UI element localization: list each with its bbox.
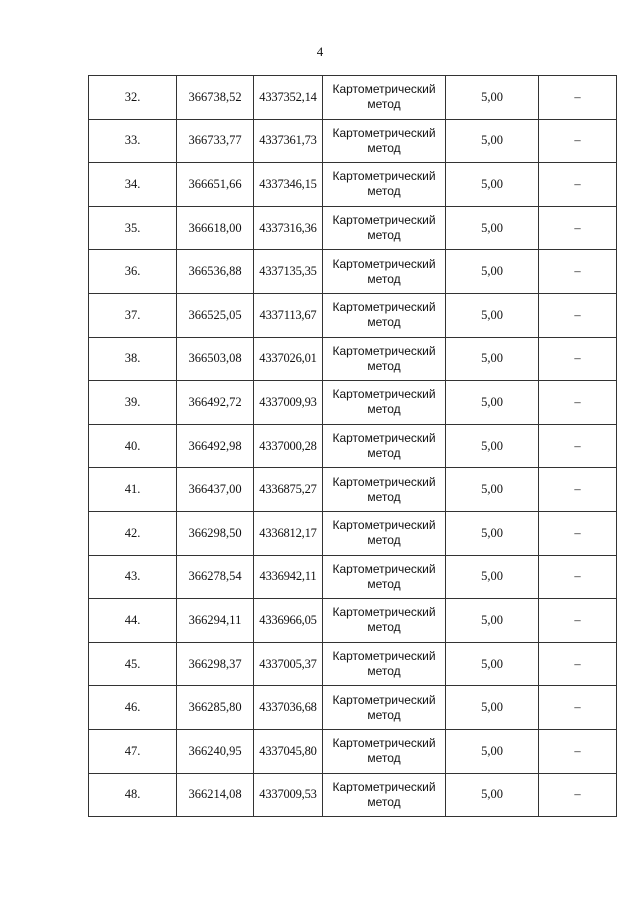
table-row (89, 729, 617, 773)
table-row (89, 119, 617, 163)
method-line-1: Картометрический (332, 169, 436, 184)
y-coordinate-cell: 4337009,53 (254, 773, 323, 817)
method-cell (323, 250, 446, 294)
note-cell: – (539, 511, 617, 555)
error-cell: 5,00 (446, 468, 539, 512)
method-line-1: Картометрический (332, 213, 436, 228)
error-cell: 5,00 (446, 555, 539, 599)
point-number-cell: 34. (89, 163, 177, 207)
point-number-cell: 39. (89, 381, 177, 425)
note-cell: – (539, 468, 617, 512)
x-coordinate-cell: 366536,88 (177, 250, 254, 294)
method-line-1: Картометрический (332, 82, 436, 97)
y-coordinate-cell: 4337361,73 (254, 119, 323, 163)
x-coordinate-cell: 366214,08 (177, 773, 254, 817)
method-line-1: Картометрический (332, 474, 436, 489)
point-number-cell: 36. (89, 250, 177, 294)
method-line-2: метод (367, 140, 401, 155)
table-row (89, 686, 617, 730)
method-cell (323, 511, 446, 555)
method-line-1: Картометрический (332, 692, 436, 707)
note-cell: – (539, 206, 617, 250)
method-line-2: метод (367, 228, 401, 243)
x-coordinate-cell: 366285,80 (177, 686, 254, 730)
y-coordinate-cell: 4337026,01 (254, 337, 323, 381)
method-cell (323, 381, 446, 425)
method-cell (323, 337, 446, 381)
y-coordinate-cell: 4336812,17 (254, 511, 323, 555)
y-coordinate-cell: 4337036,68 (254, 686, 323, 730)
method-line-2: метод (367, 358, 401, 373)
note-cell: – (539, 599, 617, 643)
point-number-cell: 42. (89, 511, 177, 555)
x-coordinate-cell: 366298,37 (177, 642, 254, 686)
y-coordinate-cell: 4337135,35 (254, 250, 323, 294)
table-row (89, 773, 617, 817)
method-cell (323, 163, 446, 207)
page-number: 4 (316, 44, 324, 59)
error-cell: 5,00 (446, 729, 539, 773)
x-coordinate-cell: 366733,77 (177, 119, 254, 163)
method-cell (323, 293, 446, 337)
table-row (89, 206, 617, 250)
method-cell (323, 76, 446, 120)
method-line-1: Картометрический (332, 779, 436, 794)
x-coordinate-cell: 366738,52 (177, 76, 254, 120)
x-coordinate-cell: 366492,98 (177, 424, 254, 468)
x-coordinate-cell: 366618,00 (177, 206, 254, 250)
x-coordinate-cell: 366525,05 (177, 293, 254, 337)
method-cell (323, 773, 446, 817)
method-line-1: Картометрический (332, 605, 436, 620)
y-coordinate-cell: 4337346,15 (254, 163, 323, 207)
y-coordinate-cell: 4337000,28 (254, 424, 323, 468)
method-line-1: Картометрический (332, 736, 436, 751)
table-row (89, 76, 617, 120)
error-cell: 5,00 (446, 511, 539, 555)
error-cell: 5,00 (446, 76, 539, 120)
method-cell (323, 599, 446, 643)
table-row (89, 250, 617, 294)
y-coordinate-cell: 4336942,11 (254, 555, 323, 599)
error-cell: 5,00 (446, 773, 539, 817)
error-cell: 5,00 (446, 337, 539, 381)
method-cell (323, 686, 446, 730)
error-cell: 5,00 (446, 119, 539, 163)
note-cell: – (539, 773, 617, 817)
method-cell (323, 468, 446, 512)
error-cell: 5,00 (446, 686, 539, 730)
point-number-cell: 41. (89, 468, 177, 512)
method-cell (323, 119, 446, 163)
point-number-cell: 43. (89, 555, 177, 599)
table-row (89, 642, 617, 686)
x-coordinate-cell: 366437,00 (177, 468, 254, 512)
y-coordinate-cell: 4337005,37 (254, 642, 323, 686)
method-line-2: метод (367, 794, 401, 809)
error-cell: 5,00 (446, 163, 539, 207)
point-number-cell: 44. (89, 599, 177, 643)
method-line-2: метод (367, 576, 401, 591)
method-cell (323, 206, 446, 250)
method-line-1: Картометрический (332, 343, 436, 358)
note-cell: – (539, 555, 617, 599)
y-coordinate-cell: 4336966,05 (254, 599, 323, 643)
method-line-1: Картометрический (332, 300, 436, 315)
table-row (89, 599, 617, 643)
note-cell: – (539, 293, 617, 337)
method-line-2: метод (367, 533, 401, 548)
error-cell: 5,00 (446, 642, 539, 686)
method-line-2: метод (367, 315, 401, 330)
method-line-2: метод (367, 664, 401, 679)
table-row (89, 163, 617, 207)
method-line-1: Картометрический (332, 387, 436, 402)
table-row (89, 337, 617, 381)
table-row (89, 511, 617, 555)
error-cell: 5,00 (446, 250, 539, 294)
method-line-2: метод (367, 97, 401, 112)
note-cell: – (539, 686, 617, 730)
y-coordinate-cell: 4337352,14 (254, 76, 323, 120)
x-coordinate-cell: 366298,50 (177, 511, 254, 555)
point-number-cell: 35. (89, 206, 177, 250)
table-row (89, 424, 617, 468)
method-line-2: метод (367, 751, 401, 766)
note-cell: – (539, 729, 617, 773)
method-line-2: метод (367, 707, 401, 722)
method-line-2: метод (367, 184, 401, 199)
x-coordinate-cell: 366278,54 (177, 555, 254, 599)
note-cell: – (539, 76, 617, 120)
method-line-1: Картометрический (332, 518, 436, 533)
y-coordinate-cell: 4337045,80 (254, 729, 323, 773)
point-number-cell: 33. (89, 119, 177, 163)
coordinates-table-body (89, 76, 617, 817)
error-cell: 5,00 (446, 599, 539, 643)
note-cell: – (539, 250, 617, 294)
method-line-1: Картометрический (332, 561, 436, 576)
method-line-1: Картометрический (332, 125, 436, 140)
error-cell: 5,00 (446, 381, 539, 425)
coordinates-table (88, 75, 617, 817)
note-cell: – (539, 337, 617, 381)
x-coordinate-cell: 366503,08 (177, 337, 254, 381)
point-number-cell: 48. (89, 773, 177, 817)
point-number-cell: 40. (89, 424, 177, 468)
method-line-1: Картометрический (332, 649, 436, 664)
point-number-cell: 46. (89, 686, 177, 730)
method-line-2: метод (367, 402, 401, 417)
x-coordinate-cell: 366294,11 (177, 599, 254, 643)
method-line-1: Картометрический (332, 431, 436, 446)
note-cell: – (539, 642, 617, 686)
note-cell: – (539, 163, 617, 207)
method-cell (323, 642, 446, 686)
point-number-cell: 38. (89, 337, 177, 381)
x-coordinate-cell: 366492,72 (177, 381, 254, 425)
point-number-cell: 47. (89, 729, 177, 773)
point-number-cell: 32. (89, 76, 177, 120)
note-cell: – (539, 424, 617, 468)
point-number-cell: 37. (89, 293, 177, 337)
y-coordinate-cell: 4336875,27 (254, 468, 323, 512)
x-coordinate-cell: 366651,66 (177, 163, 254, 207)
table-row (89, 381, 617, 425)
y-coordinate-cell: 4337009,93 (254, 381, 323, 425)
note-cell: – (539, 381, 617, 425)
error-cell: 5,00 (446, 293, 539, 337)
table-row (89, 555, 617, 599)
method-line-1: Картометрический (332, 256, 436, 271)
y-coordinate-cell: 4337316,36 (254, 206, 323, 250)
table-row (89, 293, 617, 337)
method-line-2: метод (367, 489, 401, 504)
table-row (89, 468, 617, 512)
method-line-2: метод (367, 271, 401, 286)
method-line-2: метод (367, 446, 401, 461)
method-line-2: метод (367, 620, 401, 635)
method-cell (323, 424, 446, 468)
y-coordinate-cell: 4337113,67 (254, 293, 323, 337)
point-number-cell: 45. (89, 642, 177, 686)
note-cell: – (539, 119, 617, 163)
error-cell: 5,00 (446, 206, 539, 250)
error-cell: 5,00 (446, 424, 539, 468)
method-cell (323, 555, 446, 599)
x-coordinate-cell: 366240,95 (177, 729, 254, 773)
method-cell (323, 729, 446, 773)
